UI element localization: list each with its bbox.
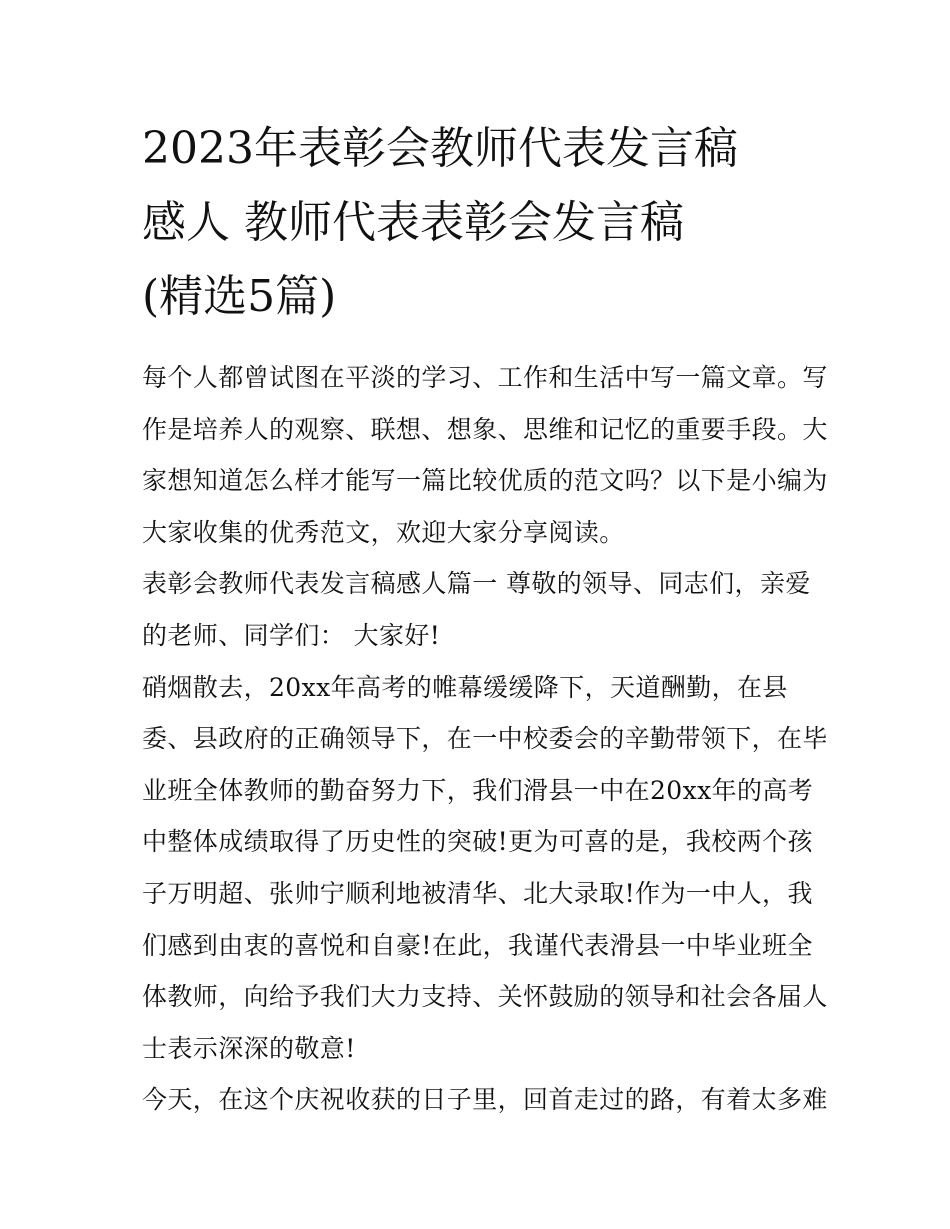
body-line-10: 中整体成绩取得了历史性的突破!更为可喜的是，我校两个孩 <box>142 827 813 857</box>
document-body <box>142 352 828 1126</box>
body-line-15: 今天，在这个庆祝收获的日子里，回首走过的路，有着太多难 <box>142 1085 828 1115</box>
title-line-2: 感人 教师代表表彰会发言稿 <box>142 197 684 248</box>
body-line-13: 体教师，向给予我们大力支持、关怀鼓励的领导和社会各届人 <box>142 982 828 1012</box>
body-line-9: 业班全体教师的勤奋努力下，我们滑县一中在20xx年的高考 <box>142 775 814 805</box>
body-line-5: 表彰会教师代表发言稿感人篇一 尊敬的领导、同志们，亲爱 <box>142 569 811 599</box>
body-line-1: 每个人都曾试图在平淡的学习、工作和生活中写一篇文章。写 <box>142 363 828 392</box>
body-line-6: 的老师、同学们： 大家好! <box>142 620 441 650</box>
body-line-12: 们感到由衷的喜悦和自豪!在此，我谨代表滑县一中毕业班全 <box>142 930 813 960</box>
title-line-1: 2023年表彰会教师代表发言稿 <box>142 123 738 174</box>
body-line-4: 大家收集的优秀范文，欢迎大家分享阅读。 <box>142 517 625 547</box>
body-line-7: 硝烟散去，20xx年高考的帷幕缓缓降下，天道酬勤，在县 <box>142 672 788 702</box>
body-line-2: 作是培养人的观察、联想、想象、思维和记忆的重要手段。大 <box>142 414 828 444</box>
body-line-3: 家想知道怎么样才能写一篇比较优质的范文吗？以下是小编为 <box>142 466 828 496</box>
title-line-3: (精选5篇) <box>142 271 337 322</box>
body-line-14: 士表示深深的敬意! <box>142 1033 356 1063</box>
body-line-8: 委、县政府的正确领导下，在一中校委会的辛勤带领下，在毕 <box>142 724 828 754</box>
document-title <box>142 112 822 334</box>
body-line-11: 子万明超、张帅宁顺利地被清华、北大录取!作为一中人，我 <box>142 878 813 908</box>
